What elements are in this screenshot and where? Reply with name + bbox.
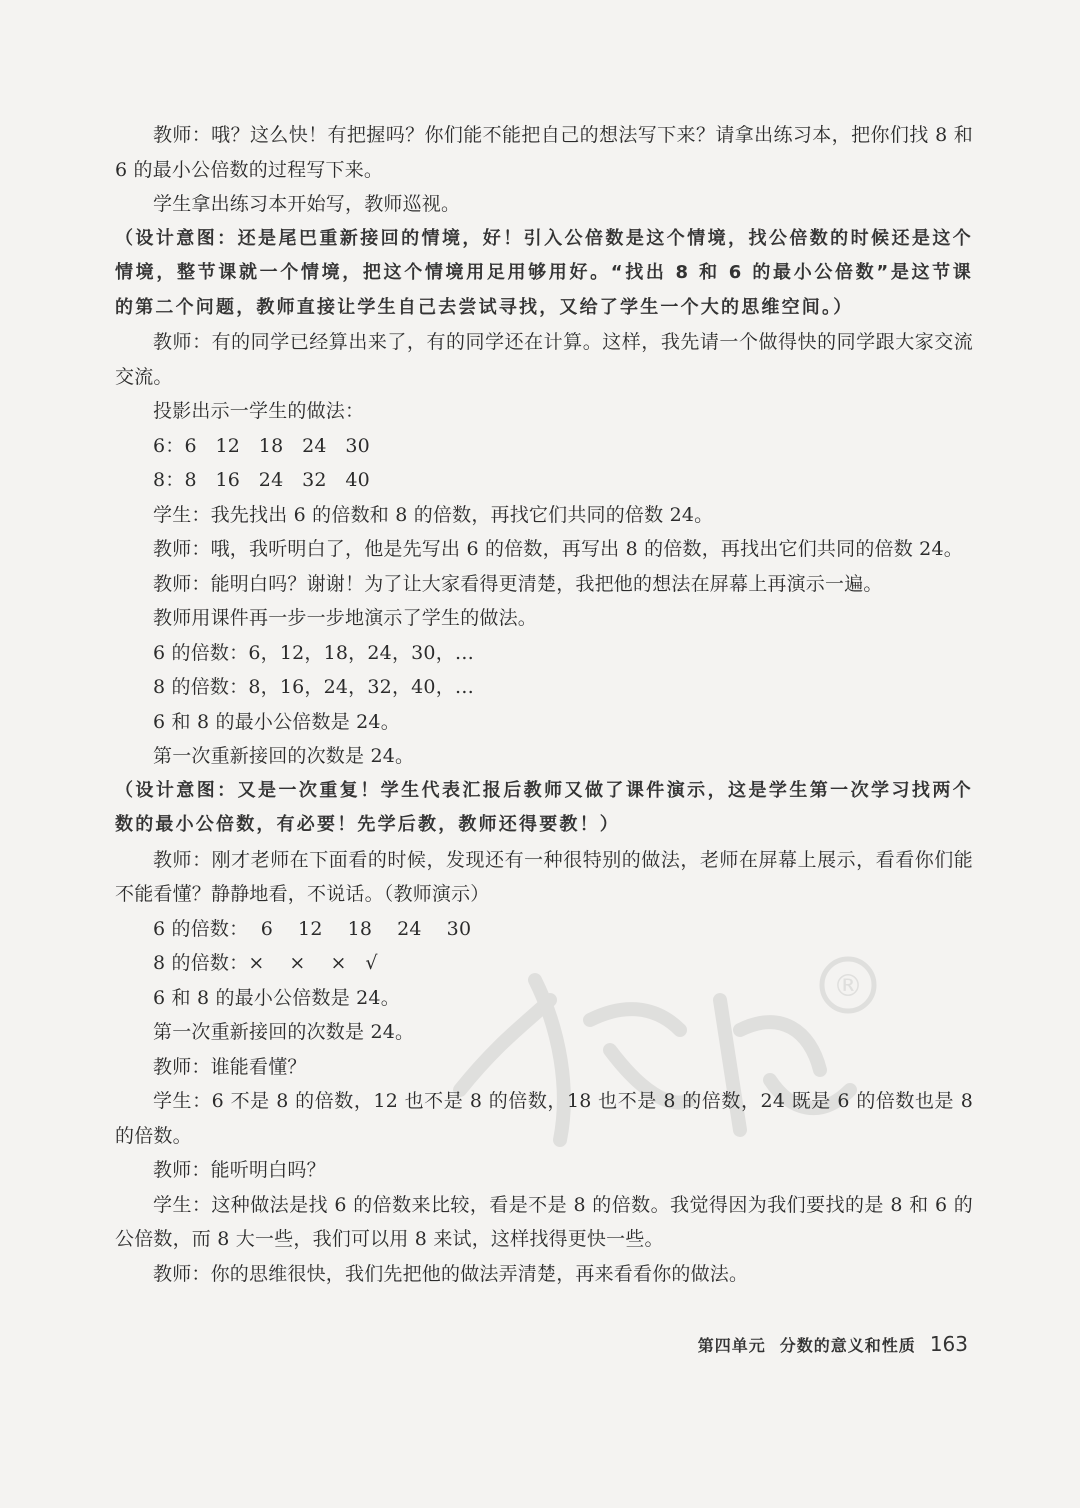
paragraph: 教师：哦，我听明白了，他是先写出 6 的倍数，再写出 8 的倍数，再找出它们共同的倍数 24。 bbox=[153, 538, 963, 560]
paragraph: 6 和 8 的最小公倍数是 24。 bbox=[153, 710, 400, 733]
multiples-row-6: 6 的倍数： 6 12 18 24 30 bbox=[153, 917, 472, 940]
unit-label: 第四单元 bbox=[697, 1336, 766, 1355]
paragraph: 第一次重新接回的次数是 24。 bbox=[153, 1021, 415, 1043]
multiples-list-6: 6 的倍数：6，12，18，24，30，… bbox=[153, 641, 475, 664]
paragraph: 教师：你的思维很快，我们先把他的做法弄清楚，再来看看你的做法。 bbox=[153, 1262, 749, 1285]
page-number: 163 bbox=[929, 1332, 968, 1356]
paragraph: 6 和 8 的最小公倍数是 24。 bbox=[153, 986, 400, 1009]
check-row-8: 8 的倍数：× × × √ bbox=[153, 952, 378, 974]
paragraph: 教师：能听明白吗？ bbox=[153, 1159, 326, 1181]
multiples-row-6: 6：6 12 18 24 30 bbox=[153, 434, 370, 457]
paragraph: 教师：有的同学已经算出来了，有的同学还在计算。这样，我先请一个做得快的同学跟大家交流交流。 bbox=[115, 331, 973, 388]
chapter-title: 分数的意义和性质 bbox=[779, 1336, 916, 1355]
paragraph: 教师：刚才老师在下面看的时候，发现还有一种很特别的做法，老师在屏幕上展示，看看你们能不能看懂？静静地看，不说话。（教师演示） bbox=[115, 848, 973, 905]
article-body bbox=[115, 118, 973, 1291]
svg-text:®: ® bbox=[833, 969, 863, 1004]
paragraph: 教师：谁能看懂？ bbox=[153, 1055, 307, 1078]
paragraph: 第一次重新接回的次数是 24。 bbox=[153, 745, 415, 767]
page-footer bbox=[698, 1332, 968, 1356]
paragraph: 学生：6 不是 8 的倍数，12 也不是 8 的倍数，18 也不是 8 的倍数，24 既是 6 的倍数也是 8 的倍数。 bbox=[115, 1090, 973, 1147]
paragraph: 学生拿出练习本开始写，教师巡视。 bbox=[153, 193, 461, 215]
paragraph: 学生：这种做法是找 6 的倍数来比较，看是不是 8 的倍数。我觉得因为我们要找的是 8 和 6 的公倍数，而 8 大一些，我们可以用 8 来试，这样找得更快一些。 bbox=[115, 1193, 973, 1250]
paragraph: 教师：能明白吗？谢谢！为了让大家看得更清楚，我把他的想法在屏幕上再演示一遍。 bbox=[153, 572, 883, 595]
multiples-list-8: 8 的倍数：8，16，24，32，40，… bbox=[153, 676, 475, 698]
design-intent-note: （设计意图：还是尾巴重新接回的情境，好！引入公倍数是这个情境，找公倍数的时候还是这个情境，整节课就一个情境，把这个情境用足用够用好。“找出 8 和 6 的最小公倍数”是这节课的第二个问题，教师直接让学生自己去尝试寻找，又给了学生一个大的思维空间。） bbox=[115, 227, 973, 318]
paragraph: 教师用课件再一步一步地演示了学生的做法。 bbox=[153, 607, 538, 629]
paragraph: 学生：我先找出 6 的倍数和 8 的倍数，再找它们共同的倍数 24。 bbox=[153, 503, 714, 526]
design-intent-note: （设计意图：又是一次重复！学生代表汇报后教师又做了课件演示，这是学生第一次学习找两个数的最小公倍数，有必要！先学后教，教师还得要教！） bbox=[115, 779, 973, 835]
paragraph: 投影出示一学生的做法： bbox=[153, 400, 365, 422]
multiples-row-8: 8：8 16 24 32 40 bbox=[153, 469, 370, 491]
paragraph: 教师：哦？这么快！有把握吗？你们能不能把自己的想法写下来？请拿出练习本，把你们找 8 和 6 的最小公倍数的过程写下来。 bbox=[115, 124, 973, 181]
